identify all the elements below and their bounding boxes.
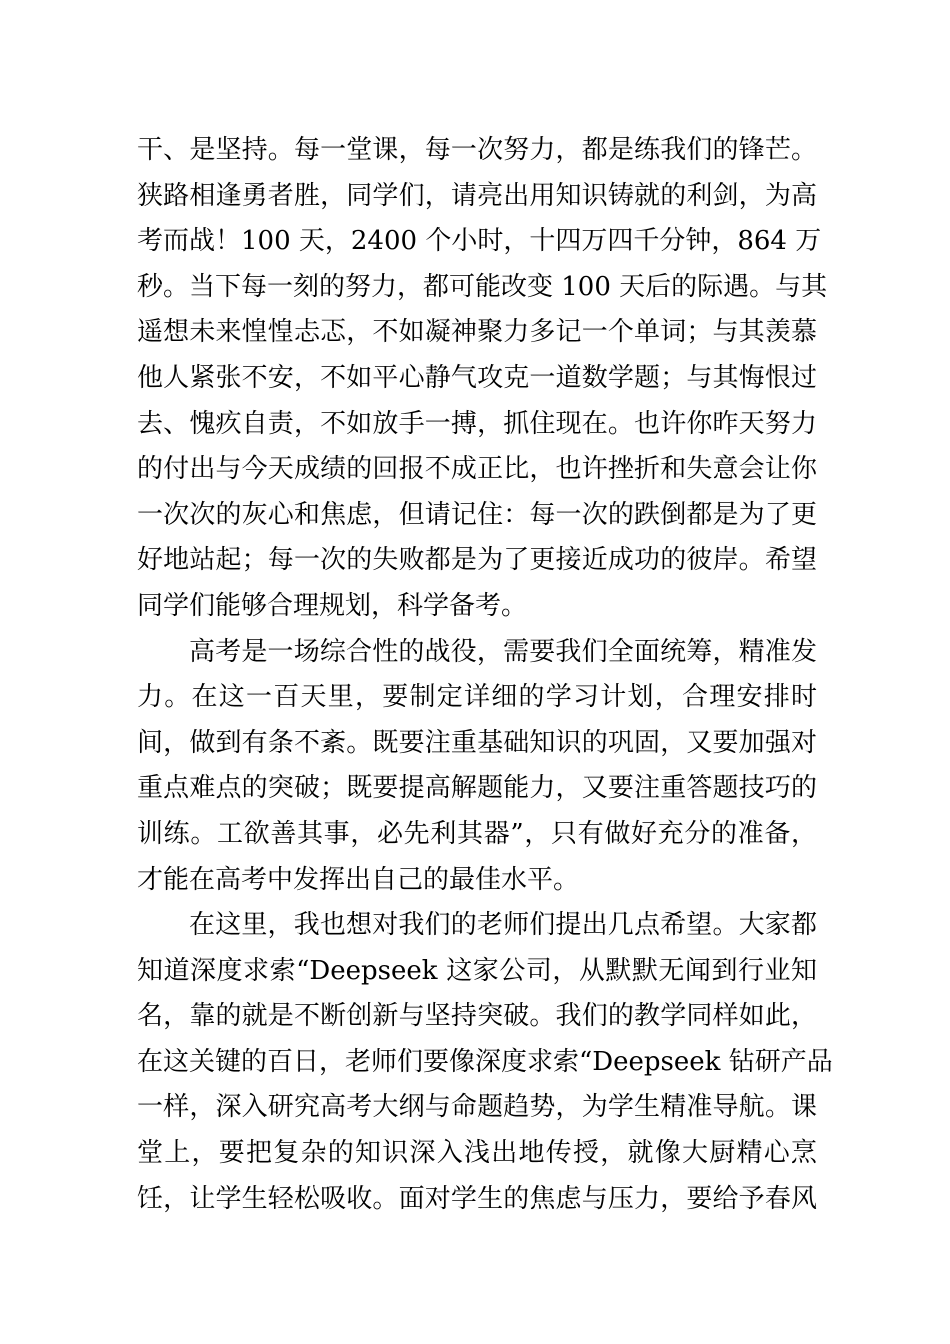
text-line: 好地站起；每一次的失败都是为了更接近成功的彼岸。希望 xyxy=(137,545,817,576)
text-line: 在这里，我也想对我们的老师们提出几点希望。大家都 xyxy=(189,910,817,941)
text-line: 饪，让学生轻松吸收。面对学生的焦虑与压力，要给予春风 xyxy=(137,1183,817,1214)
text-line: 干、是坚持。每一堂课，每一次努力，都是练我们的锋芒。 xyxy=(137,135,817,165)
text-line: 重点难点的突破；既要提高解题能力，又要注重答题技巧的 xyxy=(137,773,817,804)
text-line: 间，做到有条不紊。既要注重基础知识的巩固，又要加强对 xyxy=(137,727,817,758)
text-line: 堂上，要把复杂的知识深入浅出地传授，就像大厨精心烹 xyxy=(137,1138,817,1169)
paragraph-2 xyxy=(137,630,817,904)
paragraph-1 xyxy=(137,128,828,630)
paragraph-3 xyxy=(137,903,833,1222)
text-line: 一样，深入研究高考大纲与命题趋势，为学生精准导航。课 xyxy=(137,1092,817,1123)
text-line: 高考是一场综合性的战役，需要我们全面统筹，精准发 xyxy=(189,636,817,667)
text-line: 秒。当下每一刻的努力，都可能改变 100 天后的际遇。与其 xyxy=(137,271,828,302)
text-line: 训练。工欲善其事，必先利其器”，只有做好充分的准备， xyxy=(137,818,817,849)
text-line: 在这关键的百日，老师们要像深度求索“Deepseek 钻研产品 xyxy=(137,1046,833,1077)
text-line: 知道深度求索“Deepseek 这家公司，从默默无闻到行业知 xyxy=(137,955,817,986)
text-line: 他人紧张不安，不如平心静气攻克一道数学题；与其悔恨过 xyxy=(137,362,817,393)
text-line: 遥想未来惶惶忐忑，不如凝神聚力多记一个单词；与其羡慕 xyxy=(137,317,817,348)
document-body xyxy=(137,128,833,1222)
text-line: 同学们能够合理规划，科学备考。 xyxy=(137,590,528,621)
text-line: 去、愧疚自责，不如放手一搏，抓住现在。也许你昨天努力 xyxy=(137,408,817,439)
text-line: 的付出与今天成绩的回报不成正比，也许挫折和失意会让你 xyxy=(137,454,817,485)
text-line: 狭路相逢勇者胜，同学们，请亮出用知识铸就的利剑，为高 xyxy=(137,180,817,211)
text-line: 考而战！100 天，2400 个小时，十四万四千分钟，864 万 xyxy=(137,226,822,257)
text-line: 名，靠的就是不断创新与坚持突破。我们的教学同样如此， xyxy=(137,1001,817,1032)
text-line: 才能在高考中发挥出自己的最佳水平。 xyxy=(137,864,580,895)
text-line: 力。在这一百天里，要制定详细的学习计划，合理安排时 xyxy=(137,682,817,713)
text-line: 一次次的灰心和焦虑，但请记住：每一次的跌倒都是为了更 xyxy=(137,499,817,530)
